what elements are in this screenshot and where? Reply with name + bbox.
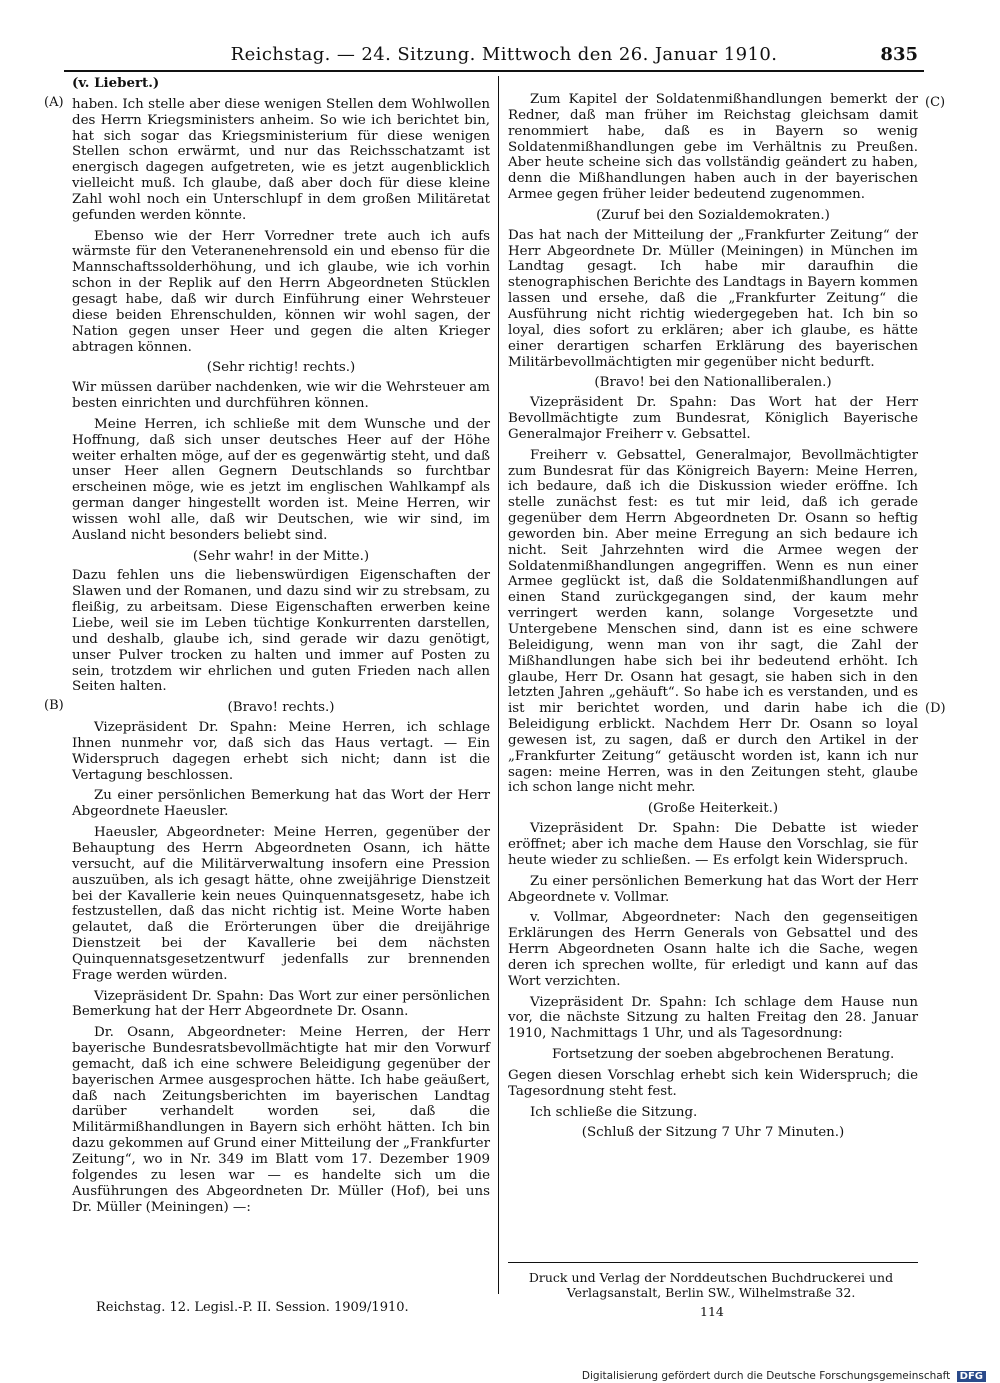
margin-mark-d: (D): [925, 701, 946, 716]
column-divider: [498, 76, 499, 1294]
session-footer: Reichstag. 12. Legisl.-P. II. Session. 1909/1910.: [96, 1300, 409, 1315]
right-column: [508, 92, 918, 1145]
paragraph: Das hat nach der Mitteilung der „Frankfurter Zeitung“ der Herr Abgeordnete Dr. Müller (Meiningen) in München im Landtag gesagt. Ich habe mir daraufhin die stenographischen Berichte des Landtags in Bayern kommen lassen und ersehe, daß die „Frankfurter Zeitung“ die Ausführung nicht richtig wiedergegeben hat. Ich bin so loyal, dies sofort zu erklären; aber ich glaube, es hätte einer derartigen scharfen Erklärung des bayerischen Militärbevollmächtigten mir gegenüber nicht bedurft.: [508, 227, 918, 370]
sheet-number: 114: [700, 1304, 724, 1319]
dfg-credit-text: Digitalisierung gefördert durch die Deutsche Forschungsgemeinschaft: [581, 1370, 951, 1382]
header-rule: [64, 70, 924, 72]
paragraph: Haeusler, Abgeordneter: Meine Herren, gegenüber der Behauptung des Herrn Abgeordneten Osann, ich hätte versucht, auf die Militärverwaltung insofern eine Pression auszuüben, als ich gesagt hätte, ohne zweijährige Dienstzeit bei der Kavallerie kein neues Quinquennatsgesetz, habe ich festzustellen, daß das nicht richtig ist. Meine Worte haben gelautet, daß die Erörterungen über die dreijährige Dienstzeit bei der Kavallerie bei dem nächsten Quinquennatsgesetzentwurf jedenfalls zur brennenden Frage werden würden.: [72, 825, 490, 983]
paragraph: v. Vollmar, Abgeordneter: Nach den gegenseitigen Erklärungen des Herrn Generals von Gebsattel und des Herrn Abgeordneten Osann halte ich die Sache, wegen deren ich sprechen wollte, für erledigt und kann auf das Wort verzichten.: [508, 910, 918, 989]
printer-imprint: Druck und Verlag der Norddeutschen Buchdruckerei und Verlagsanstalt, Berlin SW., Wilhelmstraße 32.: [528, 1270, 894, 1300]
interjection: (Zuruf bei den Sozialdemokraten.): [596, 207, 830, 223]
paragraph: Zum Kapitel der Soldatenmißhandlungen bemerkt der Redner, daß man früher im Reichstag gleichsam damit renommiert habe, daß es in Bayern so wenig Soldatenmißhandlungen gebe im Verhältnis zu Preußen. Aber heute scheine sich das vollständig geändert zu haben, denn die Mißhandlungen haben auch in der bayerischen Armee gegen früher leider bedeutend zugenommen.: [508, 92, 918, 203]
paragraph: Meine Herren, ich schließe mit dem Wunsche und der Hoffnung, daß sich unser deutsches Heer auf der Höhe weiter erhalten möge, auf der es gegenwärtig steht, und daß unser Heer allen Gegnern Deutschlands so furchtbar erscheinen möge, wie es jetzt im englischen Wahlkampf als german danger hingestellt worden ist. Meine Herren, wir wissen wohl alle, daß wir Deutschen, wie wir sind, im Ausland nicht besonders beliebt sind.: [72, 416, 490, 543]
paragraph: haben. Ich stelle aber diese wenigen Stellen dem Wohlwollen des Herrn Kriegsministers anheim. So wie ich berichtet bin, hat sich sogar das Kriegsministerium für diese wenigen Stellen schon erwärmt, und nur das Reichsschatzamt ist energisch dagegen aufgetreten, wie es jetzt augenblicklich vielleicht muß. Ich glaube, daß aber doch für diese kleine Zahl wohl noch ein Unterschlupf in dem großen Militäretat gefunden werden könnte.: [72, 96, 490, 223]
interjection: (Sehr wahr! in der Mitte.): [192, 548, 370, 564]
speaker-tag: (v. Liebert.): [72, 75, 160, 91]
left-column: [72, 76, 490, 1220]
paragraph: Freiherr v. Gebsattel, Generalmajor, Bevollmächtigter zum Bundesrat für das Königreich Bayern: Meine Herren, ich bedaure, daß ich die Diskussion wieder eröffne. Ich stelle zunächst fest: es tut mir leid, daß ich gerade gegenüber dem Herrn Abgeordneten Dr. Osann so heftig geworden bin. Aber meine Erregung an sich bedaure ich nicht. Seit Jahrzehnten wird die Armee wegen der Soldatenmißhandlungen angegriffen. Wenn es nun einer Armee geglückt ist, daß die Soldatenmißhandlungen auf einen Stand zurückgegangen sind, der kaum mehr verringert werden kann, solange Vorgesetzte und Untergebene Menschen sind, dann ist es eine schwere Beleidigung, wenn man von ihr sagt, die Zahl der Mißhandlungen habe sich bei ihr bedeutend erhöht. Ich glaube, Herr Dr. Osann hat gesagt, sie haben sich in den letzten Jahren „gehäuft“. So habe ich es verstanden, und es ist mir berichtet worden, und darin habe ich die Beleidigung erblickt. Nachdem Herr Dr. Osann so loyal gewesen ist, zu sagen, daß er durch den Artikel in der „Frankfurter Zeitung“ getäuscht worden ist, kann ich nur sagen: meine Herren, was in den Zeitungen steht, glaube ich schon lange nicht mehr.: [508, 447, 918, 796]
page-number: 835: [880, 44, 918, 65]
interjection: (Große Heiterkeit.): [647, 801, 779, 817]
print-rule: [508, 1262, 918, 1263]
paragraph: Zu einer persönlichen Bemerkung hat das Wort der Herr Abgeordnete Haeusler.: [72, 788, 490, 820]
paragraph: Zu einer persönlichen Bemerkung hat das Wort der Herr Abgeordnete v. Vollmar.: [508, 873, 918, 905]
paragraph: Ich schließe die Sitzung.: [530, 1104, 698, 1120]
paragraph: Wir müssen darüber nachdenken, wie wir die Wehrsteuer am besten einrichten und durchführen können.: [72, 380, 490, 412]
interjection: (Bravo! rechts.): [227, 700, 335, 716]
dfg-logo: DFG: [957, 1371, 986, 1382]
page-header: [90, 44, 918, 68]
interjection: (Bravo! bei den Nationalliberalen.): [594, 375, 832, 391]
closing-note: (Schluß der Sitzung 7 Uhr 7 Minuten.): [581, 1125, 845, 1141]
interjection: (Sehr richtig! rechts.): [206, 360, 356, 376]
paragraph: Ebenso wie der Herr Vorredner trete auch ich aufs wärmste für den Veteranenehrensold ein und ebenso für die Mannschaftssolderhöhung, und ich glaube, wie ich vorhin schon in der Replik auf den Herrn Abgeordneten Stücklen gesagt habe, daß wir durch Einführung einer Wehrsteuer diese beiden Ehrenschulden, können wir wohl sagen, der Nation gegen unser Heer und gegen die alten Krieger abtragen können.: [72, 228, 490, 355]
paragraph: Vizepräsident Dr. Spahn: Die Debatte ist wieder eröffnet; aber ich mache dem Hause den Vorschlag, sie für heute wieder zu schließen. — Es erfolgt kein Widerspruch.: [508, 821, 918, 868]
paragraph: Vizepräsident Dr. Spahn: Das Wort hat der Herr Bevollmächtigte zum Bundesrat, Königlich Bayerische Generalmajor Freiherr v. Gebsattel.: [508, 395, 918, 442]
margin-mark-a: (A): [44, 95, 64, 110]
paragraph: Vizepräsident Dr. Spahn: Das Wort zur einer persönlichen Bemerkung hat der Herr Abgeordnete Dr. Osann.: [72, 988, 490, 1020]
paragraph: Fortsetzung der soeben abgebrochenen Beratung.: [552, 1047, 895, 1063]
running-title: Reichstag. — 24. Sitzung. Mittwoch den 26. Januar 1910.: [230, 44, 778, 65]
paragraph: Dr. Osann, Abgeordneter: Meine Herren, der Herr bayerische Bundesratsbevollmächtigte hat mir den Vorwurf gemacht, daß ich eine schwere Beleidigung gegenüber der bayerischen Armee ausgesprochen hätte. Ich habe geäußert, daß nach Zeitungsberichten im bayerischen Landtag darüber verhandelt worden sei, daß die Militärmißhandlungen in Bayern sich erhöht hätten. Ich bin dazu gekommen auf Grund einer Mitteilung der „Frankfurter Zeitung“, wo in Nr. 349 im Blatt vom 17. Dezember 1909 folgendes zu lesen war — es handelte sich um die Ausführungen des Abgeordneten Dr. Müller (Hof), bei uns Dr. Müller (Meiningen) —:: [72, 1025, 490, 1215]
paragraph: Gegen diesen Vorschlag erhebt sich kein Widerspruch; die Tagesordnung steht fest.: [508, 1067, 918, 1099]
paragraph: Vizepräsident Dr. Spahn: Meine Herren, ich schlage Ihnen nunmehr vor, daß sich das Haus vertagt. — Ein Widerspruch dagegen erhebt sich nicht; dann ist die Vertagung beschlossen.: [72, 720, 490, 783]
margin-mark-c: (C): [925, 95, 946, 110]
paragraph: Dazu fehlen uns die liebenswürdigen Eigenschaften der Slawen und der Romanen, und dazu sind wir zu strebsam, zu fleißig, zu arbeitsam. Diese Eigenschaften erwerben keine Liebe, weil sie im Leben tüchtige Konkurrenten darstellen, und deshalb, glaube ich, sind gerade wir dazu genötigt, unser Pulver trocken zu halten und immer auf Posten zu sein, trotzdem wir ehrlichen und guten Frieden nach allen Seiten halten.: [72, 568, 490, 695]
paragraph: Vizepräsident Dr. Spahn: Ich schlage dem Hause nun vor, die nächste Sitzung zu halten Freitag den 28. Januar 1910, Nachmittags 1 Uhr, und als Tagesordnung:: [508, 994, 918, 1042]
margin-mark-b: (B): [44, 698, 64, 713]
dfg-credit: [582, 1370, 986, 1382]
